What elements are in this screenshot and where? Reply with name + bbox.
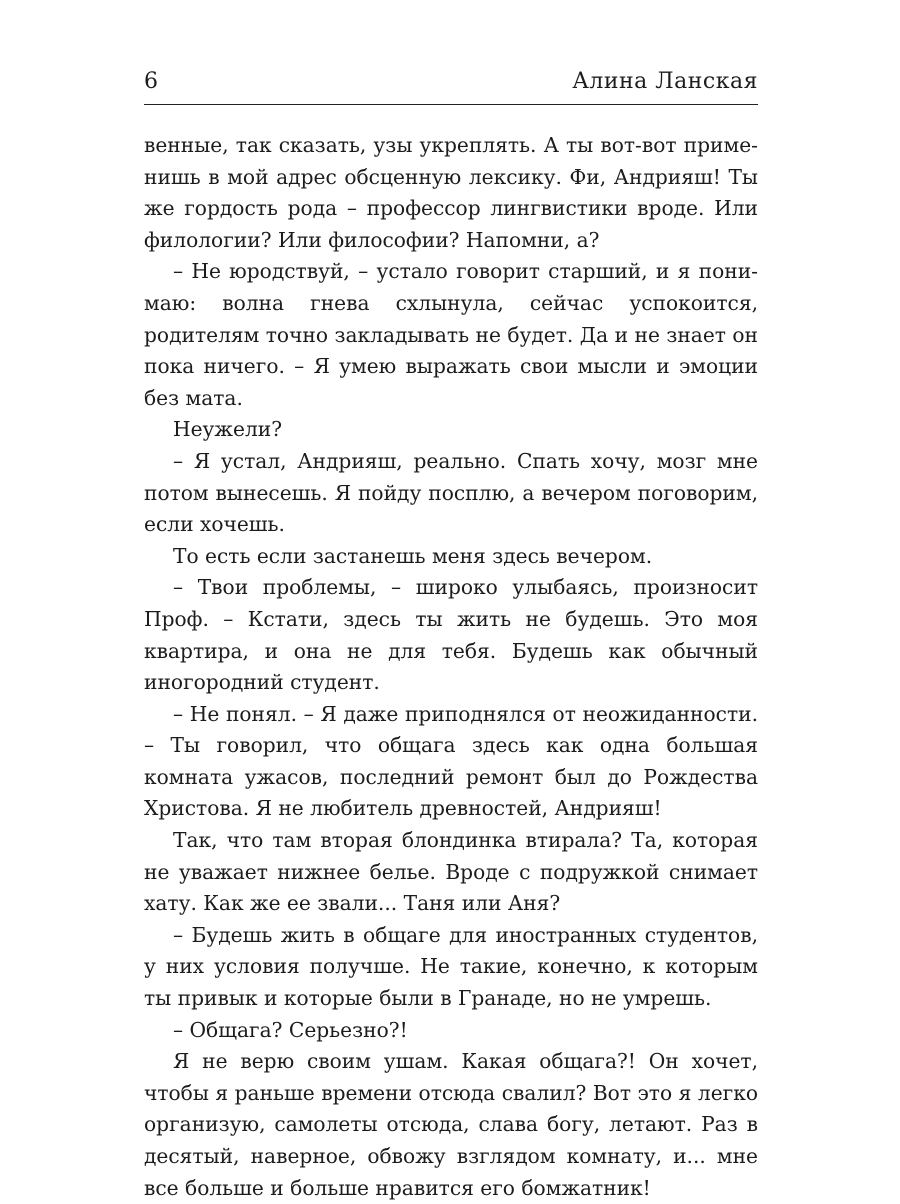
paragraph: – Твои проблемы, – широко улыбаясь, произносит Проф. – Кстати, здесь ты жить не будешь. Это моя квартира, и она не для тебя. Будешь как обычный иногородний студент.: [144, 575, 758, 695]
paragraph: – Я устал, Андрияш, реально. Спать хочу, мозг мне потом вынесешь. Я пойду посплю, а вечером поговорим, если хочешь.: [144, 448, 758, 537]
page-header: [144, 60, 758, 110]
running-head-author: Алина Ланская: [572, 69, 758, 94]
paragraph: Так, что там вторая блондинка втирала? Та, которая не уважает нижнее белье. Вроде с подружкой снимает хату. Как же ее звали... Таня или Аня?: [144, 828, 758, 916]
paragraph: Неужели?: [173, 417, 283, 442]
paragraph: – Общага? Серьезно?!: [173, 1017, 408, 1042]
header-rule: [144, 104, 758, 105]
paragraph: венные, так сказать, узы укреплять. А ты вот-вот применишь в мой адрес обсценную лексику. Фи, Андрияш! Ты же гордость рода – профессор лингвистики вроде. Или филологии? Или философии? Напомни, а?: [144, 133, 758, 252]
body-text: [144, 130, 758, 1204]
paragraph: – Будешь жить в общаге для иностранных студентов, у них условия получше. Не такие, конечно, к которым ты привык и которые были в Гранаде, но не умрешь.: [144, 922, 758, 1011]
paragraph: – Не понял. – Я даже приподнялся от неожиданности. – Ты говорил, что общага здесь как одна большая комната ужасов, последний ремонт был до Рождества Христова. Я не любитель древностей, Андрияш!: [144, 701, 758, 821]
paragraph: – Не юродствуй, – устало говорит старший, и я понимаю: волна гнева схлынула, сейчас успокоится, родителям точно закладывать не будет. Да и не знает он пока ничего. – Я умею выражать свои мысли и эмоции без мата.: [144, 259, 758, 410]
paragraph: Я не верю своим ушам. Какая общага?! Он хочет, чтобы я раньше времени отсюда свалил? Вот это я легко организую, самолеты отсюда, слава богу, летают. Раз в десятый, наверное, обвожу взглядом комнату, и... мне все больше и больше нравится его бомжатник!: [144, 1049, 758, 1200]
paragraph: То есть если застанешь меня здесь вечером.: [173, 543, 653, 568]
page-number: 6: [144, 69, 158, 94]
